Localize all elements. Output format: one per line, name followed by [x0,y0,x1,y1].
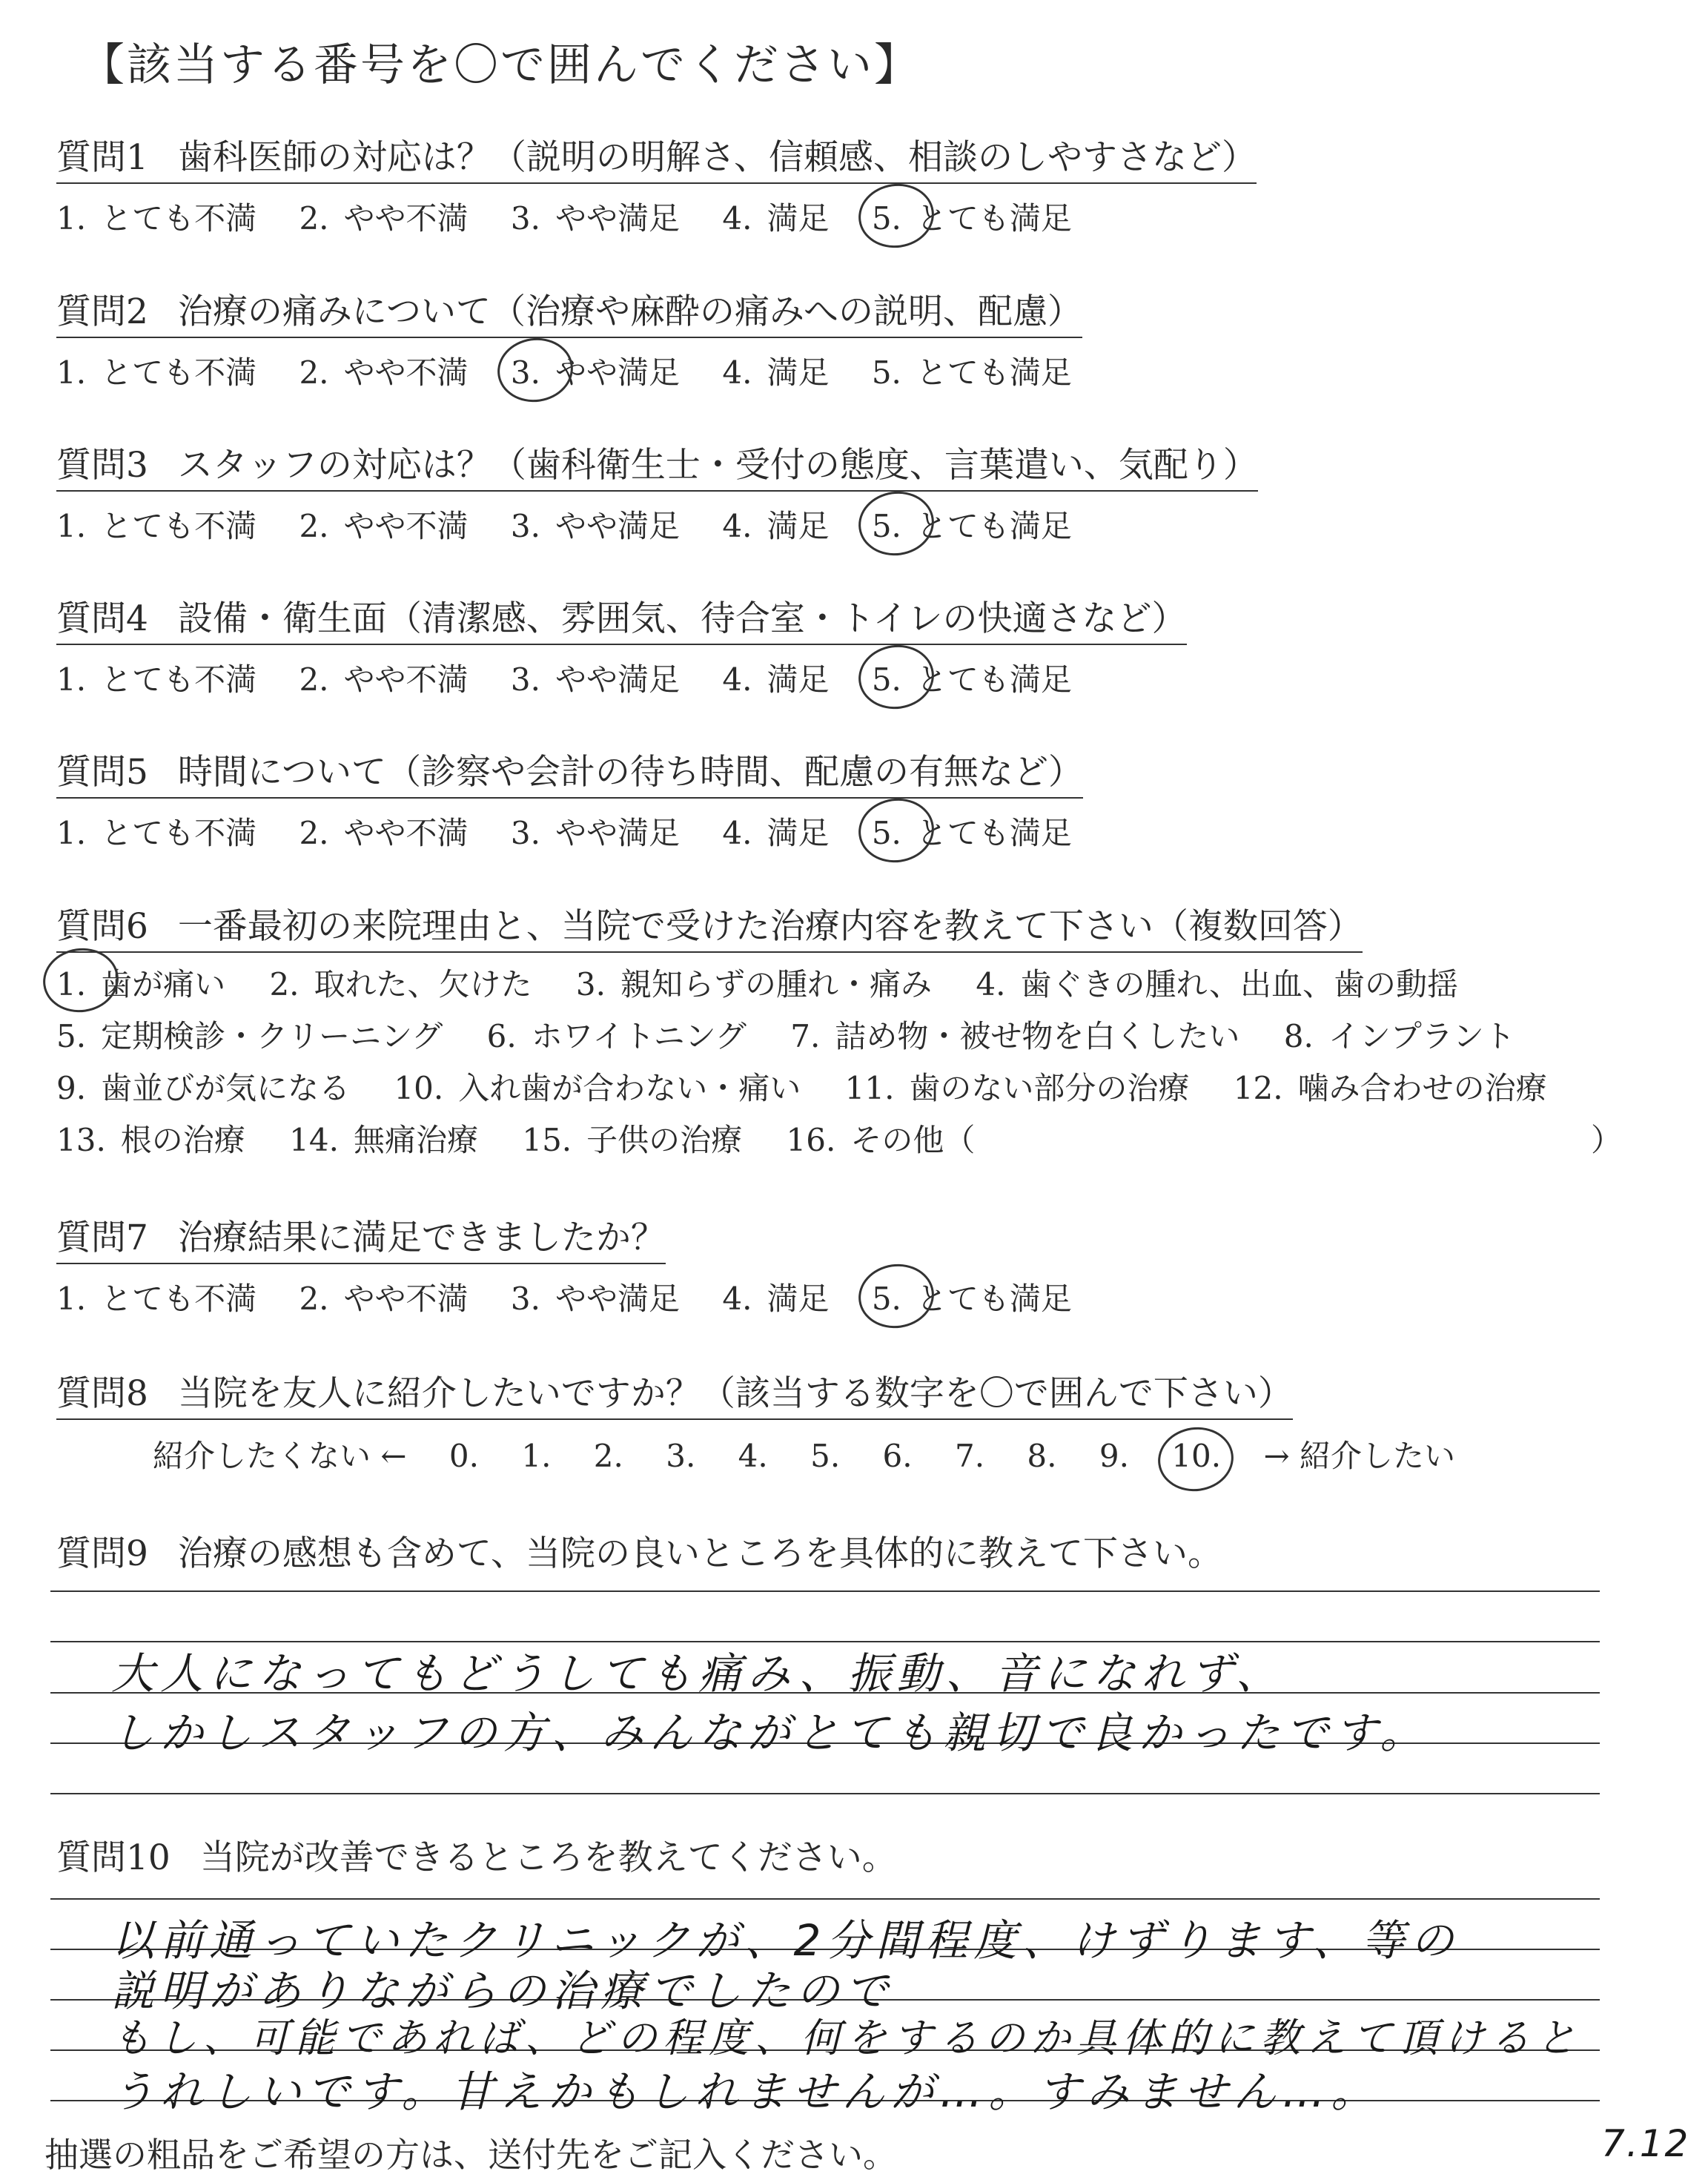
question-number: 質問6 [56,906,148,947]
nps-right-label: → 紹介したい [1263,1438,1455,1474]
option-3[interactable]: 3. やや満足 [510,815,680,851]
option-4[interactable]: 4. 満足 [722,354,830,391]
q6-option-8[interactable]: 8. インプラント [1283,1018,1515,1054]
question-text: スタッフの対応は？（歯科衛生士・受付の態度、言葉遣い、気配り） [177,445,1258,486]
nps-6[interactable]: 6. [882,1438,913,1474]
q10-answer-line-3: もし、可能であれば、どの程度、何をするのか具体的に教えて頂けると [111,2015,1582,2061]
nps-left-label: 紹介したくない ← [153,1438,407,1474]
question-9 [56,1526,1222,1576]
question-8 [56,1366,1488,1476]
answer-line [50,1590,1600,1592]
nps-8[interactable]: 8. [1027,1438,1057,1474]
option-2[interactable]: 2. やや不満 [299,354,469,391]
option-3-selected[interactable]: 3. やや満足 [511,348,680,393]
question-number: 質問9 [56,1533,148,1574]
option-3[interactable]: 3. やや満足 [510,661,680,698]
q6-option-5[interactable]: 5. 定期検診・クリーニング [56,1018,443,1054]
q6-option-14[interactable]: 14. 無痛治療 [289,1122,478,1158]
option-4[interactable]: 4. 満足 [722,200,830,237]
answer-options [56,809,1105,853]
answer-options [56,1275,1105,1319]
question-text: 歯科医師の対応は？（説明の明解さ、信頼感、相談のしやすさなど） [177,137,1257,178]
option-4[interactable]: 4. 満足 [722,815,830,851]
answer-options [56,348,1105,393]
question-text: 治療の感想も含めて、当院の良いところを具体的に教えて下さい。 [177,1533,1222,1574]
question-6 [56,899,1623,1166]
footer-note: 抽選の粗品をご希望の方は、送付先をご記入ください。 [44,2135,897,2175]
question-text: 設備・衛生面（清潔感、雰囲気、待合室・トイレの快適さなど） [177,598,1187,639]
nps-3[interactable]: 3. [666,1438,696,1474]
option-5-selected[interactable]: 5. とても満足 [872,194,1072,239]
question-title [56,591,1187,645]
option-2[interactable]: 2. やや不満 [299,661,469,698]
question-title [56,1830,897,1880]
option-2[interactable]: 2. やや不満 [299,200,469,237]
option-5-selected[interactable]: 5. とても満足 [872,809,1072,853]
question-title [56,130,1257,184]
q6-option-16[interactable]: 16. その他（ [786,1122,976,1158]
option-4[interactable]: 4. 満足 [722,661,830,698]
q6-other-close-paren: ） [1591,1122,1623,1158]
question-number: 質問1 [56,137,148,178]
option-5-selected[interactable]: 5. とても満足 [872,1275,1072,1319]
answer-line [50,1793,1600,1794]
question-number: 質問2 [56,291,148,332]
option-1[interactable]: 1. とても不満 [56,661,257,698]
question-title [56,284,1082,338]
option-4[interactable]: 4. 満足 [722,1281,830,1317]
option-1[interactable]: 1. とても不満 [56,1281,257,1317]
question-text: 治療の痛みについて（治療や麻酔の痛みへの説明、配慮） [177,291,1083,332]
question-title [56,1210,666,1264]
question-title [56,899,1363,953]
question-7 [56,1210,1105,1319]
footer-handwritten: 7.12 [1601,2122,1690,2165]
question-title [56,1526,1222,1576]
nps-1[interactable]: 1. [521,1438,552,1474]
answer-options [56,655,1187,700]
q6-option-12[interactable]: 12. 噛み合わせの治療 [1233,1070,1547,1106]
q10-answer-line-2: 説明がありながらの治療でしたので [111,1966,895,2016]
question-text: 当院が改善できるところを教えてください。 [199,1837,897,1878]
nps-2[interactable]: 2. [593,1438,623,1474]
question-3 [56,437,1258,546]
question-title [56,1366,1293,1420]
nps-9[interactable]: 9. [1099,1438,1129,1474]
question-number: 質問10 [56,1837,171,1878]
question-text: 一番最初の来院理由と、当院で受けた治療内容を教えて下さい（複数回答） [177,906,1363,947]
question-text: 治療結果に満足できましたか？ [177,1218,666,1258]
nps-5[interactable]: 5. [810,1438,841,1474]
q6-option-6[interactable]: 6. ホワイトニング [486,1018,747,1054]
answer-options [56,959,1623,1166]
nps-4[interactable]: 4. [738,1438,768,1474]
option-3[interactable]: 3. やや満足 [510,1281,680,1317]
option-2[interactable]: 2. やや不満 [299,815,469,851]
question-text: 時間について（診察や会計の待ち時間、配慮の有無など） [177,752,1083,793]
option-1[interactable]: 1. とても不満 [56,508,257,544]
q10-answer-line-1: 以前通っていたクリニックが、2分間程度、けずります、等の [111,1915,1460,1966]
page-header: 【該当する番号を〇で囲んでください】 [80,39,921,91]
question-number: 質問8 [56,1373,148,1414]
question-2 [56,284,1105,393]
nps-0[interactable]: 0. [448,1438,479,1474]
q10-answer-line-4: うれしいです。甘えかもしれませんが…。すみません…。 [111,2067,1380,2117]
question-1 [56,130,1257,239]
question-title [56,437,1258,492]
option-3[interactable]: 3. やや満足 [510,508,680,544]
q9-answer-line-2: しかしスタッフの方、みんながとても親切で良かったです。 [111,1708,1429,1758]
q6-option-7[interactable]: 7. 詰め物・被せ物を白くしたい [790,1018,1240,1054]
option-5-selected[interactable]: 5. とても満足 [872,655,1072,700]
question-10 [56,1830,897,1880]
question-text: 当院を友人に紹介したいですか？（該当する数字を〇で囲んで下さい） [177,1373,1293,1414]
q6-option-4[interactable]: 4. 歯ぐきの腫れ、出血、歯の動揺 [976,966,1458,1002]
option-2[interactable]: 2. やや不満 [299,1281,469,1317]
q6-option-10[interactable]: 10. 入れ歯が合わない・痛い [394,1070,801,1106]
q6-option-11[interactable]: 11. 歯のない部分の治療 [844,1070,1190,1106]
question-number: 質問7 [56,1218,148,1258]
nps-7[interactable]: 7. [954,1438,985,1474]
question-number: 質問4 [56,598,148,639]
q6-option-2[interactable]: 2. 取れた、欠けた [269,966,532,1002]
nps-10-selected[interactable]: 10. [1171,1438,1222,1474]
question-number: 質問3 [56,445,148,486]
option-2[interactable]: 2. やや不満 [299,508,469,544]
option-1[interactable]: 1. とても不満 [56,354,257,391]
option-5-selected[interactable]: 5. とても満足 [872,502,1072,546]
answer-line [50,1898,1600,1900]
answer-options [56,502,1258,546]
option-4[interactable]: 4. 満足 [722,508,830,544]
q6-option-9[interactable]: 9. 歯並びが気になる [56,1070,351,1106]
q9-answer-line-1: 大人になってもどうしても痛み、振動、音になれず、 [111,1648,1285,1699]
q6-option-15[interactable]: 15. 子供の治療 [522,1122,743,1158]
option-3[interactable]: 3. やや満足 [510,200,680,237]
option-1[interactable]: 1. とても不満 [56,200,257,237]
question-title [56,744,1083,799]
q6-option-1-selected[interactable]: 1. 歯が痛い [56,959,225,1011]
question-4 [56,591,1187,700]
answer-options [56,194,1257,239]
option-5[interactable]: 5. とても満足 [871,354,1072,391]
option-1[interactable]: 1. とても不満 [56,815,257,851]
q6-option-3[interactable]: 3. 親知らずの腫れ・痛み [575,966,932,1002]
question-number: 質問5 [56,752,148,793]
question-5 [56,744,1105,853]
q6-option-13[interactable]: 13. 根の治療 [56,1122,245,1158]
nps-scale [153,1432,1488,1476]
